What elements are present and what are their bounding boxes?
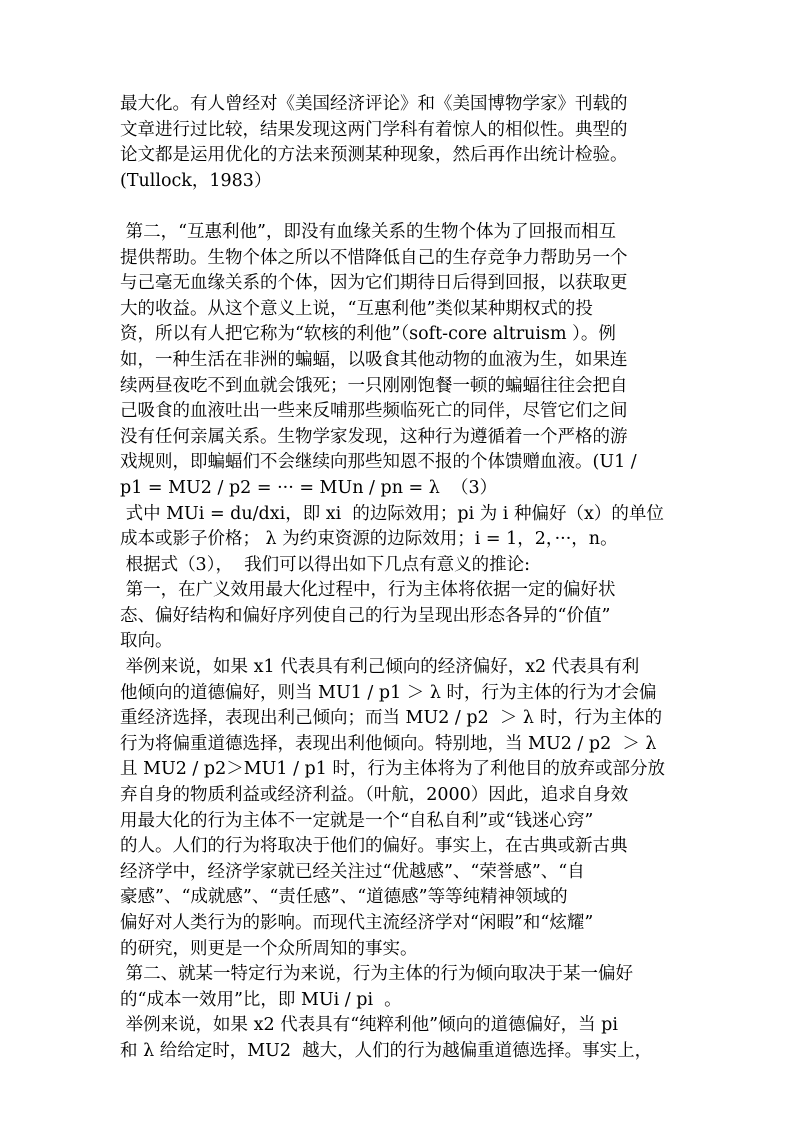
text-line: 经济学中，经济学家就已经关注过“优越感”、“荣誉感”、“自 [120,861,585,882]
text-line: (Tullock，1983） [120,170,272,191]
text-line: 弃自身的物质利益或经济利益。（叶航，2000）因此，追求自身效 [120,785,629,806]
text-line: 根据式（3）， 我们可以得出如下几点有意义的推论: [120,554,530,575]
text-line: 取向。 [120,631,173,652]
text-line: 续两昼夜吃不到血就会饿死；一只刚刚饱餐一顿的蝙蝠往往会把自 [120,375,628,396]
text-line: 戏规则，即蝙蝠们不会继续向那些知恩不报的个体馈赠血液。(U1 / [120,452,637,473]
text-line: 用最大化的行为主体不一定就是一个“自私自利”或“钱迷心窍” [120,810,594,831]
text-line: 的“成本一效用”比，即 MUi / pi 。 [120,989,402,1010]
text-line: 大的收益。从这个意义上说，“互惠利他”类似某种期权式的投 [120,298,593,319]
text-line: 豪感”、“成就感”、“责任感”、“道德感”等等纯精神领域的 [120,887,568,908]
text-line: 最大化。有人曾经对《美国经济评论》和《美国博物学家》刊载的 [120,94,628,114]
text-line: 第一，在广义效用最大化过程中，行为主体将依据一定的偏好状 [120,580,616,601]
text-line: 他倾向的道德偏好，则当 MU1 / p1 ＞ λ 时，行为主体的行为才会偏 [120,682,657,703]
text-line: 第二，“互惠利他”，即没有血缘关系的生物个体为了回报而相互 [120,221,616,242]
text-line: 成本或影子价格； λ 为约束资源的边际效用；i = 1，2，···，n。 [120,529,618,550]
text-line: 第二、就某一特定行为来说，行为主体的行为倾向取决于某一偏好 [120,964,634,985]
text-line: 重经济选择，表现出利己倾向；而当 MU2 / p2 ＞ λ 时，行为主体的 [120,708,663,729]
text-line: 且 MU2 / p2＞MU1 / p1 时，行为主体将为了利他目的放弃或部分放 [120,759,665,780]
text-line: 偏好对人类行为的影响。而现代主流经济学对“闲暇”和“炫耀” [120,913,594,933]
text-line: 论文都是运用优化的方法来预测某种现象，然后再作出统计检验。 [120,145,628,166]
text-line: 与己毫无血缘关系的个体，因为它们期待日后得到回报，以获取更 [120,273,628,294]
text-line: 式中 MUi = du/dxi，即 xi 的边际效用；pi 为 i 种偏好（x）的单位 [120,503,664,524]
text-line: 举例来说，如果 x1 代表具有利己倾向的经济偏好，x2 代表具有利 [120,657,640,678]
equation-line: p1 = MU2 / p2 = ··· = MUn / pn = λ （3） [120,477,498,498]
text-line: 举例来说，如果 x2 代表具有“纯粹利他”倾向的道德偏好，当 pi [120,1015,618,1036]
text-line: 提供帮助。生物个体之所以不惜降低自己的生存竞争力帮助另一个 [120,247,628,268]
text-line: 的研究，则更是一个众所周知的事实。 [120,938,418,959]
text-line: 如，一种生活在非洲的蝙蝠，以吸食其他动物的血液为生，如果连 [120,349,628,370]
blank-line [120,194,676,220]
text-line: 文章进行过比较，结果发现这两门学科有着惊人的相似性。典型的 [120,119,628,140]
text-line: 己吸食的血液吐出一些来反哺那些频临死亡的同伴，尽管它们之间 [120,401,628,422]
text-line: 和 λ 给给定时，MU2 越大，人们的行为越偏重道德选择。事实上， [120,1040,653,1061]
text-line: 的人。人们的行为将取决于他们的偏好。事实上，在古典或新古典 [120,836,628,857]
body-text [120,92,676,1065]
text-line: 没有任何亲属关系。生物学家发现，这种行为遵循着一个严格的游 [120,426,628,447]
text-line: 行为将偏重道德选择，表现出利他倾向。特别地，当 MU2 / p2 ＞ λ [120,733,657,754]
text-line: 资，所以有人把它称为“软核的利他”（soft-core altruism ）。例 [120,324,616,345]
text-line: 态、偏好结构和偏好序列使自己的行为呈现出形态各异的“价值” [120,605,611,626]
